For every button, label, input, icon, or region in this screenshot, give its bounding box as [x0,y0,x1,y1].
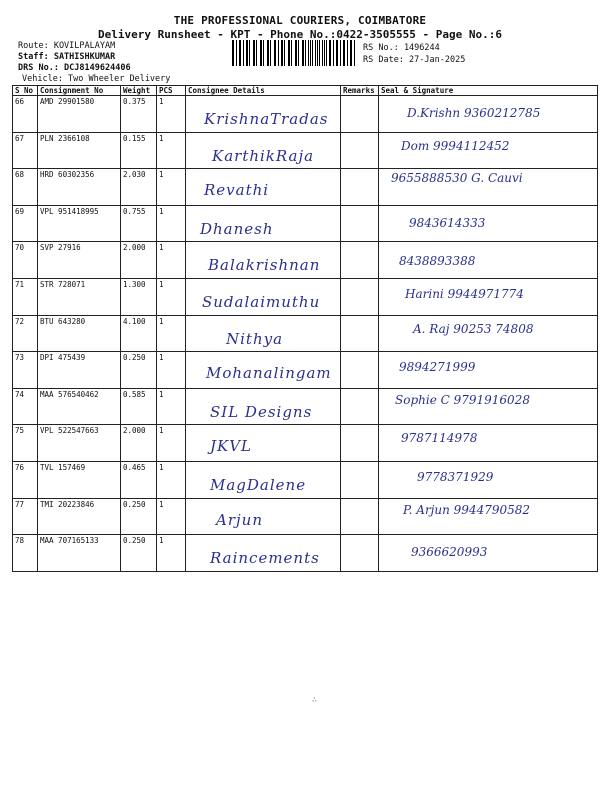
consignee-cell [186,388,341,425]
pieces-cell: 1 [157,352,186,389]
column-header: PCS [157,86,186,96]
remarks-cell [341,498,379,535]
weight-cell: 0.250 [121,498,157,535]
signature-cell [379,242,598,279]
stray-mark: ∴ [312,695,317,704]
weight-cell: 0.250 [121,535,157,572]
route-label: Route: KOVILPALAYAM [18,41,116,51]
signature-cell [379,498,598,535]
consignee-handwritten-name: Raincements [210,549,320,568]
remarks-cell [341,352,379,389]
signature-cell [379,352,598,389]
pieces-cell: 1 [157,242,186,279]
rs-number: RS No.: 1496244 [363,43,440,53]
consignment-number-cell: VPL 951418995 [38,205,121,242]
table-row [13,132,598,169]
handwritten-signature: 9894271999 [399,360,476,375]
weight-cell: 0.755 [121,205,157,242]
consignment-number-cell: AMD 29901580 [38,96,121,133]
signature-cell [379,132,598,169]
consignment-number-cell: BTU 643280 [38,315,121,352]
column-header: Remarks [341,86,379,96]
consignment-number-cell: HRD 60302356 [38,169,121,206]
signature-cell [379,96,598,133]
consignee-cell [186,352,341,389]
consignee-cell [186,461,341,498]
serial-number-cell: 74 [13,388,38,425]
table-header-row [13,86,598,96]
rs-date: RS Date: 27-Jan-2025 [363,55,466,65]
staff-label: Staff: SATHISHKUMAR [18,52,116,62]
pieces-cell: 1 [157,498,186,535]
consignment-number-cell: VPL 522547663 [38,425,121,462]
serial-number-cell: 75 [13,425,38,462]
pieces-cell: 1 [157,388,186,425]
weight-cell: 2.000 [121,425,157,462]
signature-cell [379,278,598,315]
consignee-cell [186,242,341,279]
consignee-cell [186,315,341,352]
handwritten-signature: Harini 9944971774 [405,286,524,301]
handwritten-signature: 9655888530 G. Cauvi [391,171,523,186]
consignee-handwritten-name: KarthikRaja [212,146,315,165]
table-row [13,425,598,462]
table-row [13,461,598,498]
consignee-cell [186,535,341,572]
handwritten-signature: 8438893388 [399,254,476,269]
weight-cell: 4.100 [121,315,157,352]
signature-cell [379,388,598,425]
consignee-handwritten-name: SIL Designs [210,402,313,421]
pieces-cell: 1 [157,132,186,169]
handwritten-signature: D.Krishn 9360212785 [407,106,541,120]
remarks-cell [341,242,379,279]
consignee-handwritten-name: MagDalene [210,475,307,494]
handwritten-signature: 9843614333 [409,215,486,230]
table-row [13,388,598,425]
serial-number-cell: 67 [13,132,38,169]
serial-number-cell: 72 [13,315,38,352]
column-header: Weight [121,86,157,96]
weight-cell: 1.300 [121,278,157,315]
column-header: S No [13,86,38,96]
signature-cell [379,205,598,242]
table-row [13,352,598,389]
remarks-cell [341,535,379,572]
serial-number-cell: 78 [13,535,38,572]
serial-number-cell: 73 [13,352,38,389]
consignee-cell [186,205,341,242]
barcode-bar [337,40,338,66]
weight-cell: 0.465 [121,461,157,498]
consignee-handwritten-name: Sudalaimuthu [202,292,321,311]
barcode-bar [296,40,297,66]
consignee-handwritten-name: Nithya [226,329,284,348]
signature-cell [379,461,598,498]
weight-cell: 0.375 [121,96,157,133]
consignee-handwritten-name: Dhanesh [200,219,274,238]
drs-label: DRS No.: DCJ8149624406 [18,63,131,73]
consignee-handwritten-name: KrishnaTradas [204,110,329,128]
remarks-cell [341,205,379,242]
signature-cell [379,169,598,206]
consignee-handwritten-name: Revathi [204,181,270,200]
barcode-bar [275,40,276,66]
consignment-number-cell: MAA 707165133 [38,535,121,572]
pieces-cell: 1 [157,425,186,462]
remarks-cell [341,425,379,462]
consignment-number-cell: SVP 27916 [38,242,121,279]
remarks-cell [341,315,379,352]
serial-number-cell: 71 [13,278,38,315]
serial-number-cell: 76 [13,461,38,498]
remarks-cell [341,461,379,498]
pieces-cell: 1 [157,278,186,315]
table-row [13,96,598,133]
weight-cell: 0.155 [121,132,157,169]
barcode-bar [240,40,241,66]
consignee-cell [186,169,341,206]
remarks-cell [341,278,379,315]
table-row [13,278,598,315]
barcode-bar [256,40,257,66]
pieces-cell: 1 [157,96,186,133]
signature-cell [379,315,598,352]
handwritten-signature: 9787114978 [401,431,478,446]
handwritten-signature: 9778371929 [417,469,494,484]
consignee-cell [186,498,341,535]
handwritten-signature: 9366620993 [411,545,488,560]
weight-cell: 2.030 [121,169,157,206]
remarks-cell [341,132,379,169]
weight-cell: 2.000 [121,242,157,279]
runsheet-table [12,85,598,572]
column-header: Consignment No [38,86,121,96]
consignment-number-cell: MAA 576540462 [38,388,121,425]
pieces-cell: 1 [157,205,186,242]
serial-number-cell: 70 [13,242,38,279]
signature-cell [379,535,598,572]
consignment-number-cell: TMI 20223846 [38,498,121,535]
document-subtitle: Delivery Runsheet - KPT - Phone No.:0422-3505555 - Page No.:6 [98,28,502,41]
remarks-cell [341,388,379,425]
serial-number-cell: 66 [13,96,38,133]
table-row [13,535,598,572]
serial-number-cell: 69 [13,205,38,242]
serial-number-cell: 77 [13,498,38,535]
handwritten-signature: Sophie C 9791916028 [395,392,530,407]
pieces-cell: 1 [157,535,186,572]
table-row [13,205,598,242]
remarks-cell [341,96,379,133]
consignee-handwritten-name: Arjun [216,510,263,529]
remarks-cell [341,169,379,206]
pieces-cell: 1 [157,461,186,498]
handwritten-signature: Dom 9994112452 [401,138,510,153]
signature-cell [379,425,598,462]
table-row [13,242,598,279]
handwritten-signature: P. Arjun 9944790582 [403,502,531,517]
pieces-cell: 1 [157,169,186,206]
barcode [232,40,357,66]
vehicle-label: Vehicle: Two Wheeler Delivery [22,74,171,84]
consignee-cell [186,425,341,462]
consignment-number-cell: PLN 2366108 [38,132,121,169]
column-header: Seal & Signature [379,86,598,96]
handwritten-signature: A. Raj 90253 74808 [413,321,534,336]
pieces-cell: 1 [157,315,186,352]
column-header: Consignee Details [186,86,341,96]
consignee-handwritten-name: JKVL [210,437,253,456]
table-row [13,169,598,206]
document-title: THE PROFESSIONAL COURIERS, COIMBATORE [173,14,427,27]
consignment-number-cell: TVL 157469 [38,461,121,498]
weight-cell: 0.250 [121,352,157,389]
barcode-bar [317,40,318,66]
consignee-handwritten-name: Mohanalingam [206,364,332,383]
consignee-cell [186,96,341,133]
consignee-cell [186,132,341,169]
consignment-number-cell: STR 728071 [38,278,121,315]
serial-number-cell: 68 [13,169,38,206]
table-row [13,498,598,535]
consignment-number-cell: DPI 475439 [38,352,121,389]
consignee-handwritten-name: Balakrishnan [208,256,321,275]
consignee-cell [186,278,341,315]
weight-cell: 0.585 [121,388,157,425]
table-row [13,315,598,352]
